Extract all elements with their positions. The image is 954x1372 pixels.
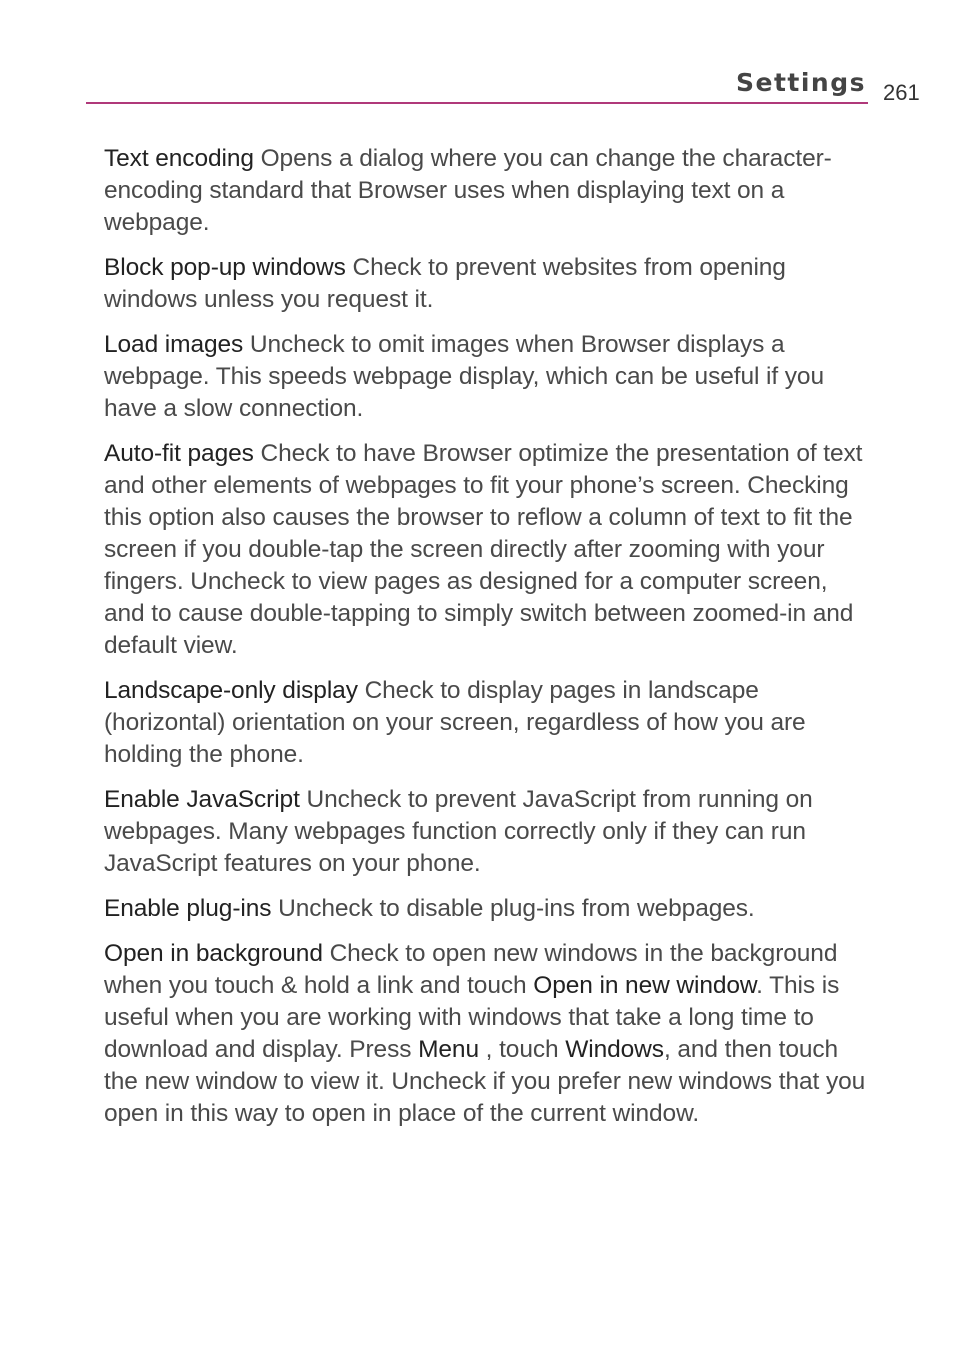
- term-block-popup-windows: Block pop-up windows: [104, 254, 346, 281]
- term-enable-plugins: Enable plug-ins: [104, 895, 272, 922]
- entry-text-encoding: [104, 143, 870, 239]
- description-open-in-background-part3: , touch: [478, 1036, 566, 1063]
- description-auto-fit-pages: Check to have Browser optimize the presentation of text and other elements of webpages to fit your phone’s screen. Checking this option also causes the browser to reflow a column of text to fit the screen if you double-tap the screen directly after zooming with your fingers. Uncheck to view pages as designed for a computer screen, and to cause double-tapping to simply switch between zoomed-in and default view.: [104, 440, 863, 659]
- description-enable-plugins: Uncheck to disable plug-ins from webpages.: [271, 895, 755, 922]
- description-text-encoding: Opens a dialog where you can change the character-encoding standard that Browser uses when displaying text on a webpage.: [104, 145, 832, 236]
- description-enable-javascript: Uncheck to prevent JavaScript from running on webpages. Many webpages function correctly only if they can run JavaScript features on your phone.: [104, 786, 813, 877]
- entry-enable-javascript: [104, 784, 870, 880]
- entry-open-in-background: [104, 938, 870, 1130]
- term-auto-fit-pages: Auto-fit pages: [104, 440, 254, 467]
- page-number: 261: [883, 80, 920, 105]
- term-open-in-background: Open in background: [104, 940, 323, 967]
- ui-term-open-in-new-window: Open in new window: [533, 972, 757, 999]
- description-open-in-background-part1: Check to open new windows in the background when you touch & hold a link and touch: [104, 940, 838, 999]
- ui-term-windows: Windows: [565, 1036, 664, 1063]
- description-load-images: Uncheck to omit images when Browser displays a webpage. This speeds webpage display, which can be useful if you have a slow connection.: [104, 331, 824, 422]
- entry-landscape-only-display: [104, 675, 870, 771]
- description-block-popup-windows: Check to prevent websites from opening windows unless you request it.: [104, 254, 786, 313]
- settings-description-list: [104, 143, 870, 1143]
- header-divider: [86, 102, 868, 104]
- term-landscape-only-display: Landscape-only display: [104, 677, 358, 704]
- description-landscape-only-display: Check to display pages in landscape (horizontal) orientation on your screen, regardless of how you are holding the phone.: [104, 677, 806, 768]
- page-header: [0, 0, 954, 120]
- term-text-encoding: Text encoding: [104, 145, 254, 172]
- ui-term-menu: Menu: [418, 1036, 479, 1063]
- term-load-images: Load images: [104, 331, 244, 358]
- entry-load-images: [104, 329, 870, 425]
- description-open-in-background-part2: . This is useful when you are working with windows that take a long time to download and display. Press: [104, 972, 840, 1063]
- section-title: Settings: [735, 68, 866, 97]
- term-enable-javascript: Enable JavaScript: [104, 786, 300, 813]
- entry-auto-fit-pages: [104, 438, 870, 662]
- description-open-in-background-part4: , and then touch the new window to view it. Uncheck if you prefer new windows that you open in this way to open in place of the current window.: [104, 1036, 866, 1127]
- entry-block-popup-windows: [104, 252, 870, 316]
- entry-enable-plugins: [104, 893, 870, 925]
